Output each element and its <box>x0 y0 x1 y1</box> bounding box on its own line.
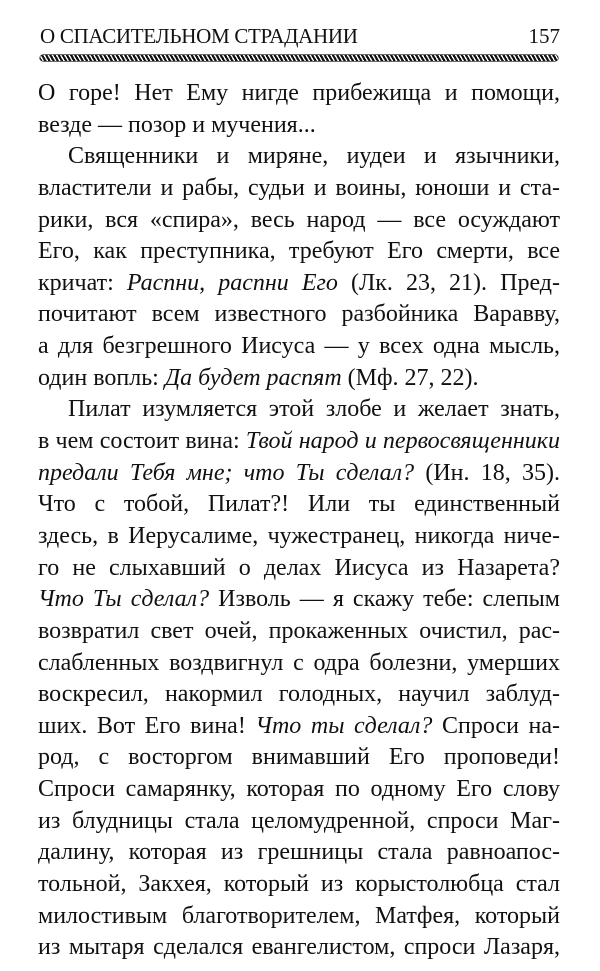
text-line <box>38 837 560 869</box>
text-segment: (Лк. 23, 21). Пред- <box>337 269 560 296</box>
text-line <box>38 616 560 648</box>
text-line <box>38 268 560 300</box>
text-line <box>38 426 560 458</box>
text-segment: кричат: <box>38 269 127 296</box>
text-segment: а для безгрешного Иисуса — у всех одна мысль, <box>38 333 560 360</box>
text-segment: род, с восторгом внимавший Его проповеди! <box>38 744 560 771</box>
text-segment: Священники и миряне, иудеи и язычники, <box>68 143 560 170</box>
text-segment: Спроси самарянку, которая по одному Его слову <box>38 776 560 803</box>
text-segment: один вопль: <box>38 364 165 391</box>
scripture-quote: Твой народ и первосвященники <box>245 428 560 455</box>
text-line <box>38 110 560 142</box>
text-segment: далину, которая из грешницы стала равноапос- <box>38 839 560 866</box>
text-line <box>38 489 560 521</box>
scripture-quote: Что Ты сделал? <box>38 586 210 613</box>
text-segment: везде — позор и мучения... <box>38 111 316 138</box>
text-line <box>38 521 560 553</box>
text-segment: Что с тобой, Пилат?! Или ты единственный <box>38 491 560 518</box>
text-segment: го не слыхавший о делах Иисуса из Назарета? <box>38 554 560 581</box>
running-header <box>40 18 560 48</box>
text-line <box>38 173 560 205</box>
text-segment: властители и рабы, судьи и воины, юноши и ста- <box>38 174 560 201</box>
text-line <box>38 806 560 838</box>
text-segment: Изволь — я скажу тебе: слепым <box>209 586 560 613</box>
text-segment: рики, вся «спира», весь народ — все осуждают <box>38 206 560 233</box>
text-segment: тольной, Закхея, который из корыстолюбца стал <box>38 871 560 898</box>
text-line <box>38 141 560 173</box>
text-line <box>38 553 560 585</box>
scripture-quote: Распни, распни Его <box>126 269 338 296</box>
text-line <box>38 363 560 395</box>
text-line <box>38 711 560 743</box>
text-line <box>38 299 560 331</box>
body-text <box>38 78 560 964</box>
text-segment: здесь, в Иерусалиме, чужестранец, никогда ниче- <box>38 522 560 549</box>
text-line <box>38 236 560 268</box>
text-segment: воскресил, накормил голодных, научил заблуд- <box>38 681 560 708</box>
text-line <box>38 78 560 110</box>
text-segment: Пилат изумляется этой злобе и желает знать, <box>68 396 560 423</box>
text-segment: ших. Вот Его вина! <box>38 712 256 739</box>
text-line <box>38 932 560 964</box>
text-segment: слабленных воздвигнул с одра болезни, умерших <box>38 649 560 676</box>
text-segment: Его, как преступника, требуют Его смерти, все <box>38 238 560 265</box>
text-line <box>38 774 560 806</box>
page-number: 157 <box>528 24 560 48</box>
scripture-quote: предали Тебя мне; что Ты сделал? <box>38 459 415 486</box>
text-line <box>38 394 560 426</box>
text-segment: (Мф. 27, 22). <box>341 364 479 391</box>
text-segment: в чем состоит вина: <box>38 428 246 455</box>
scripture-quote: Да будет распят <box>164 364 342 391</box>
text-line <box>38 648 560 680</box>
text-segment: Спроси на- <box>432 712 560 739</box>
text-line <box>38 458 560 490</box>
text-segment: из блудницы стала целомудренной, спроси Маг- <box>38 807 560 834</box>
text-segment: из мытаря сделался евангелистом, спроси Лазаря, <box>38 934 560 961</box>
text-segment: милостивым благотворителем, Матфея, который <box>38 902 560 929</box>
text-line <box>38 869 560 901</box>
text-line <box>38 901 560 933</box>
text-segment: О горе! Нет Ему нигде прибежища и помощи, <box>38 80 560 106</box>
text-line <box>38 205 560 237</box>
scripture-quote: Что ты сделал? <box>255 712 433 739</box>
text-line <box>38 742 560 774</box>
text-segment: почитают всем известного разбойника Варавву, <box>38 301 560 328</box>
text-line <box>38 679 560 711</box>
text-line <box>38 584 560 616</box>
text-segment: возвратил свет очей, прокаженных очистил, рас- <box>38 617 560 644</box>
rope-ornament-divider <box>40 55 558 61</box>
text-segment: (Ин. 18, 35). <box>414 459 560 486</box>
text-line <box>38 331 560 363</box>
running-title: О СПАСИТЕЛЬНОМ СТРАДАНИИ <box>40 24 358 48</box>
